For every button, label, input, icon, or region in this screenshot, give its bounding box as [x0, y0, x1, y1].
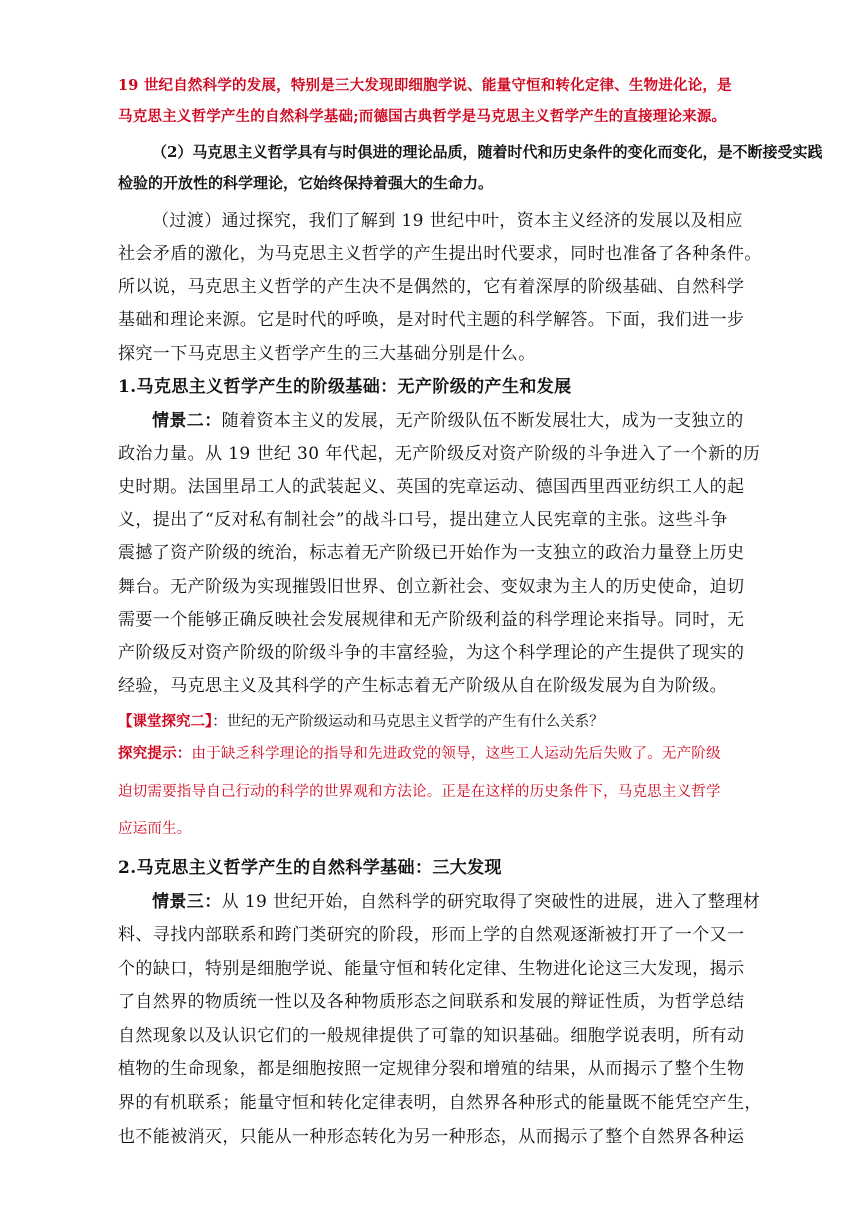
transition-line-4: 基础和理论来源。它是时代的呼唤，是对时代主题的科学解答。下面，我们进一步: [118, 310, 745, 330]
scene2-line-4: 义，提出了“反对私有制社会”的战斗口号，提出建立人民宪章的主张。这些斗争: [118, 510, 728, 530]
scene2-line-6: 舞台。无产阶级为实现摧毁旧世界、创立新社会、变奴隶为主人的历史使命，迫切: [118, 577, 745, 597]
inquiry2-text: ：世纪的无产阶级运动和马克思主义哲学的产生有什么关系？: [212, 714, 604, 730]
inquiry2-line: [118, 710, 604, 731]
scene2-text: 随着资本主义的发展，无产阶级队伍不断发展壮大，成为一支独立的: [221, 411, 744, 431]
scene3-line-8: 也不能被消灭，只能从一种形态转化为另一种形态，从而揭示了整个自然界各种运: [118, 1127, 745, 1147]
scene2-line-5: 震撼了资产阶级的统治，标志着无产阶级已开始作为一支独立的政治力量登上历史: [118, 543, 745, 563]
transition-line-1: （过渡）通过探究，我们了解到 19 世纪中叶，资本主义经济的发展以及相应: [152, 211, 743, 231]
scene2-line-8: 产阶级反对资产阶级的阶级斗争的丰富经验，为这个科学理论的产生提供了现实的: [118, 643, 745, 663]
hint-line-1: [118, 742, 721, 763]
scene3-line-7: 界的有机联系；能量守恒和转化定律表明，自然界各种形式的能量既不能凭空产生，: [118, 1093, 762, 1113]
scene2-line-9: 经验，马克思主义及其科学的产生标志着无产阶级从自在阶级发展为自为阶级。: [118, 676, 727, 696]
transition-line-2: 社会矛盾的激化，为马克思主义哲学的产生提出时代要求，同时也准备了各种条件。: [118, 244, 762, 264]
transition-line-5: 探究一下马克思主义哲学产生的三大基础分别是什么。: [118, 344, 536, 364]
scene3-text: 从 19 世纪开始，自然科学的研究取得了突破性的进展，进入了整理材: [221, 892, 761, 912]
scene3-line-1: [152, 887, 760, 912]
scene3-line-2: 料、寻找内部联系和跨门类研究的阶段，形而上学的自然观逐渐被打开了一个又一: [118, 925, 745, 945]
section-heading-1: 1.马克思主义哲学产生的阶级基础：无产阶级的产生和发展: [118, 377, 572, 397]
scene2-line-2: 政治力量。从 19 世纪 30 年代起，无产阶级反对资产阶级的斗争进入了一个新的历: [118, 444, 761, 464]
scene3-line-6: 植物的生命现象，都是细胞按照一定规律分裂和增殖的结果，从而揭示了整个生物: [118, 1059, 745, 1079]
scene3-line-4: 了自然界的物质统一性以及各种物质形态之间联系和发展的辩证性质，为哲学总结: [118, 992, 745, 1012]
scene3-line-5: 自然现象以及认识它们的一般规律提供了可靠的知识基础。细胞学说表明，所有动: [118, 1026, 745, 1046]
scene3-label: 情景三：: [152, 892, 222, 912]
scene2-line-1: [152, 406, 744, 431]
scene2-line-7: 需要一个能够正确反映社会发展规律和无产阶级利益的科学理论来指导。同时，无: [118, 610, 745, 630]
scene3-line-3: 个的缺口，特别是细胞学说、能量守恒和转化定律、生物进化论这三大发现，揭示: [118, 959, 745, 979]
hint-line-2: 迫切需要指导自己行动的科学的世界观和方法论。正是在这样的历史条件下，马克思主义哲学: [118, 784, 721, 800]
hint-text-1: 由于缺乏科学理论的指导和先进政党的领导，这些工人运动先后失败了。无产阶级: [191, 746, 721, 762]
hint-line-3: 应运而生。: [118, 821, 192, 837]
scene2-line-3: 史时期。法国里昂工人的武装起义、英国的宪章运动、德国西里西亚纺织工人的起: [118, 477, 745, 497]
red-para-line-1: 19 世纪自然科学的发展，特别是三大发现即细胞学说、能量守恒和转化定律、生物进化论，是: [118, 77, 732, 94]
point2-line-1: （2）马克思主义哲学具有与时俱进的理论品质，随着时代和历史条件的变化而变化，是不断接受实践: [152, 143, 823, 161]
scene2-label: 情景二：: [152, 411, 222, 431]
red-para-line-2: 马克思主义哲学产生的自然科学基础;而德国古典哲学是马克思主义哲学产生的直接理论来源。: [118, 108, 727, 125]
hint-label: 探究提示：: [118, 745, 192, 762]
inquiry2-label: 【课堂探究二】: [118, 713, 213, 730]
point2-line-2: 检验的开放性的科学理论，它始终保持着强大的生命力。: [118, 174, 494, 192]
section-heading-2: 2.马克思主义哲学产生的自然科学基础：三大发现: [118, 858, 502, 878]
transition-line-3: 所以说，马克思主义哲学的产生决不是偶然的，它有着深厚的阶级基础、自然科学: [118, 277, 745, 297]
